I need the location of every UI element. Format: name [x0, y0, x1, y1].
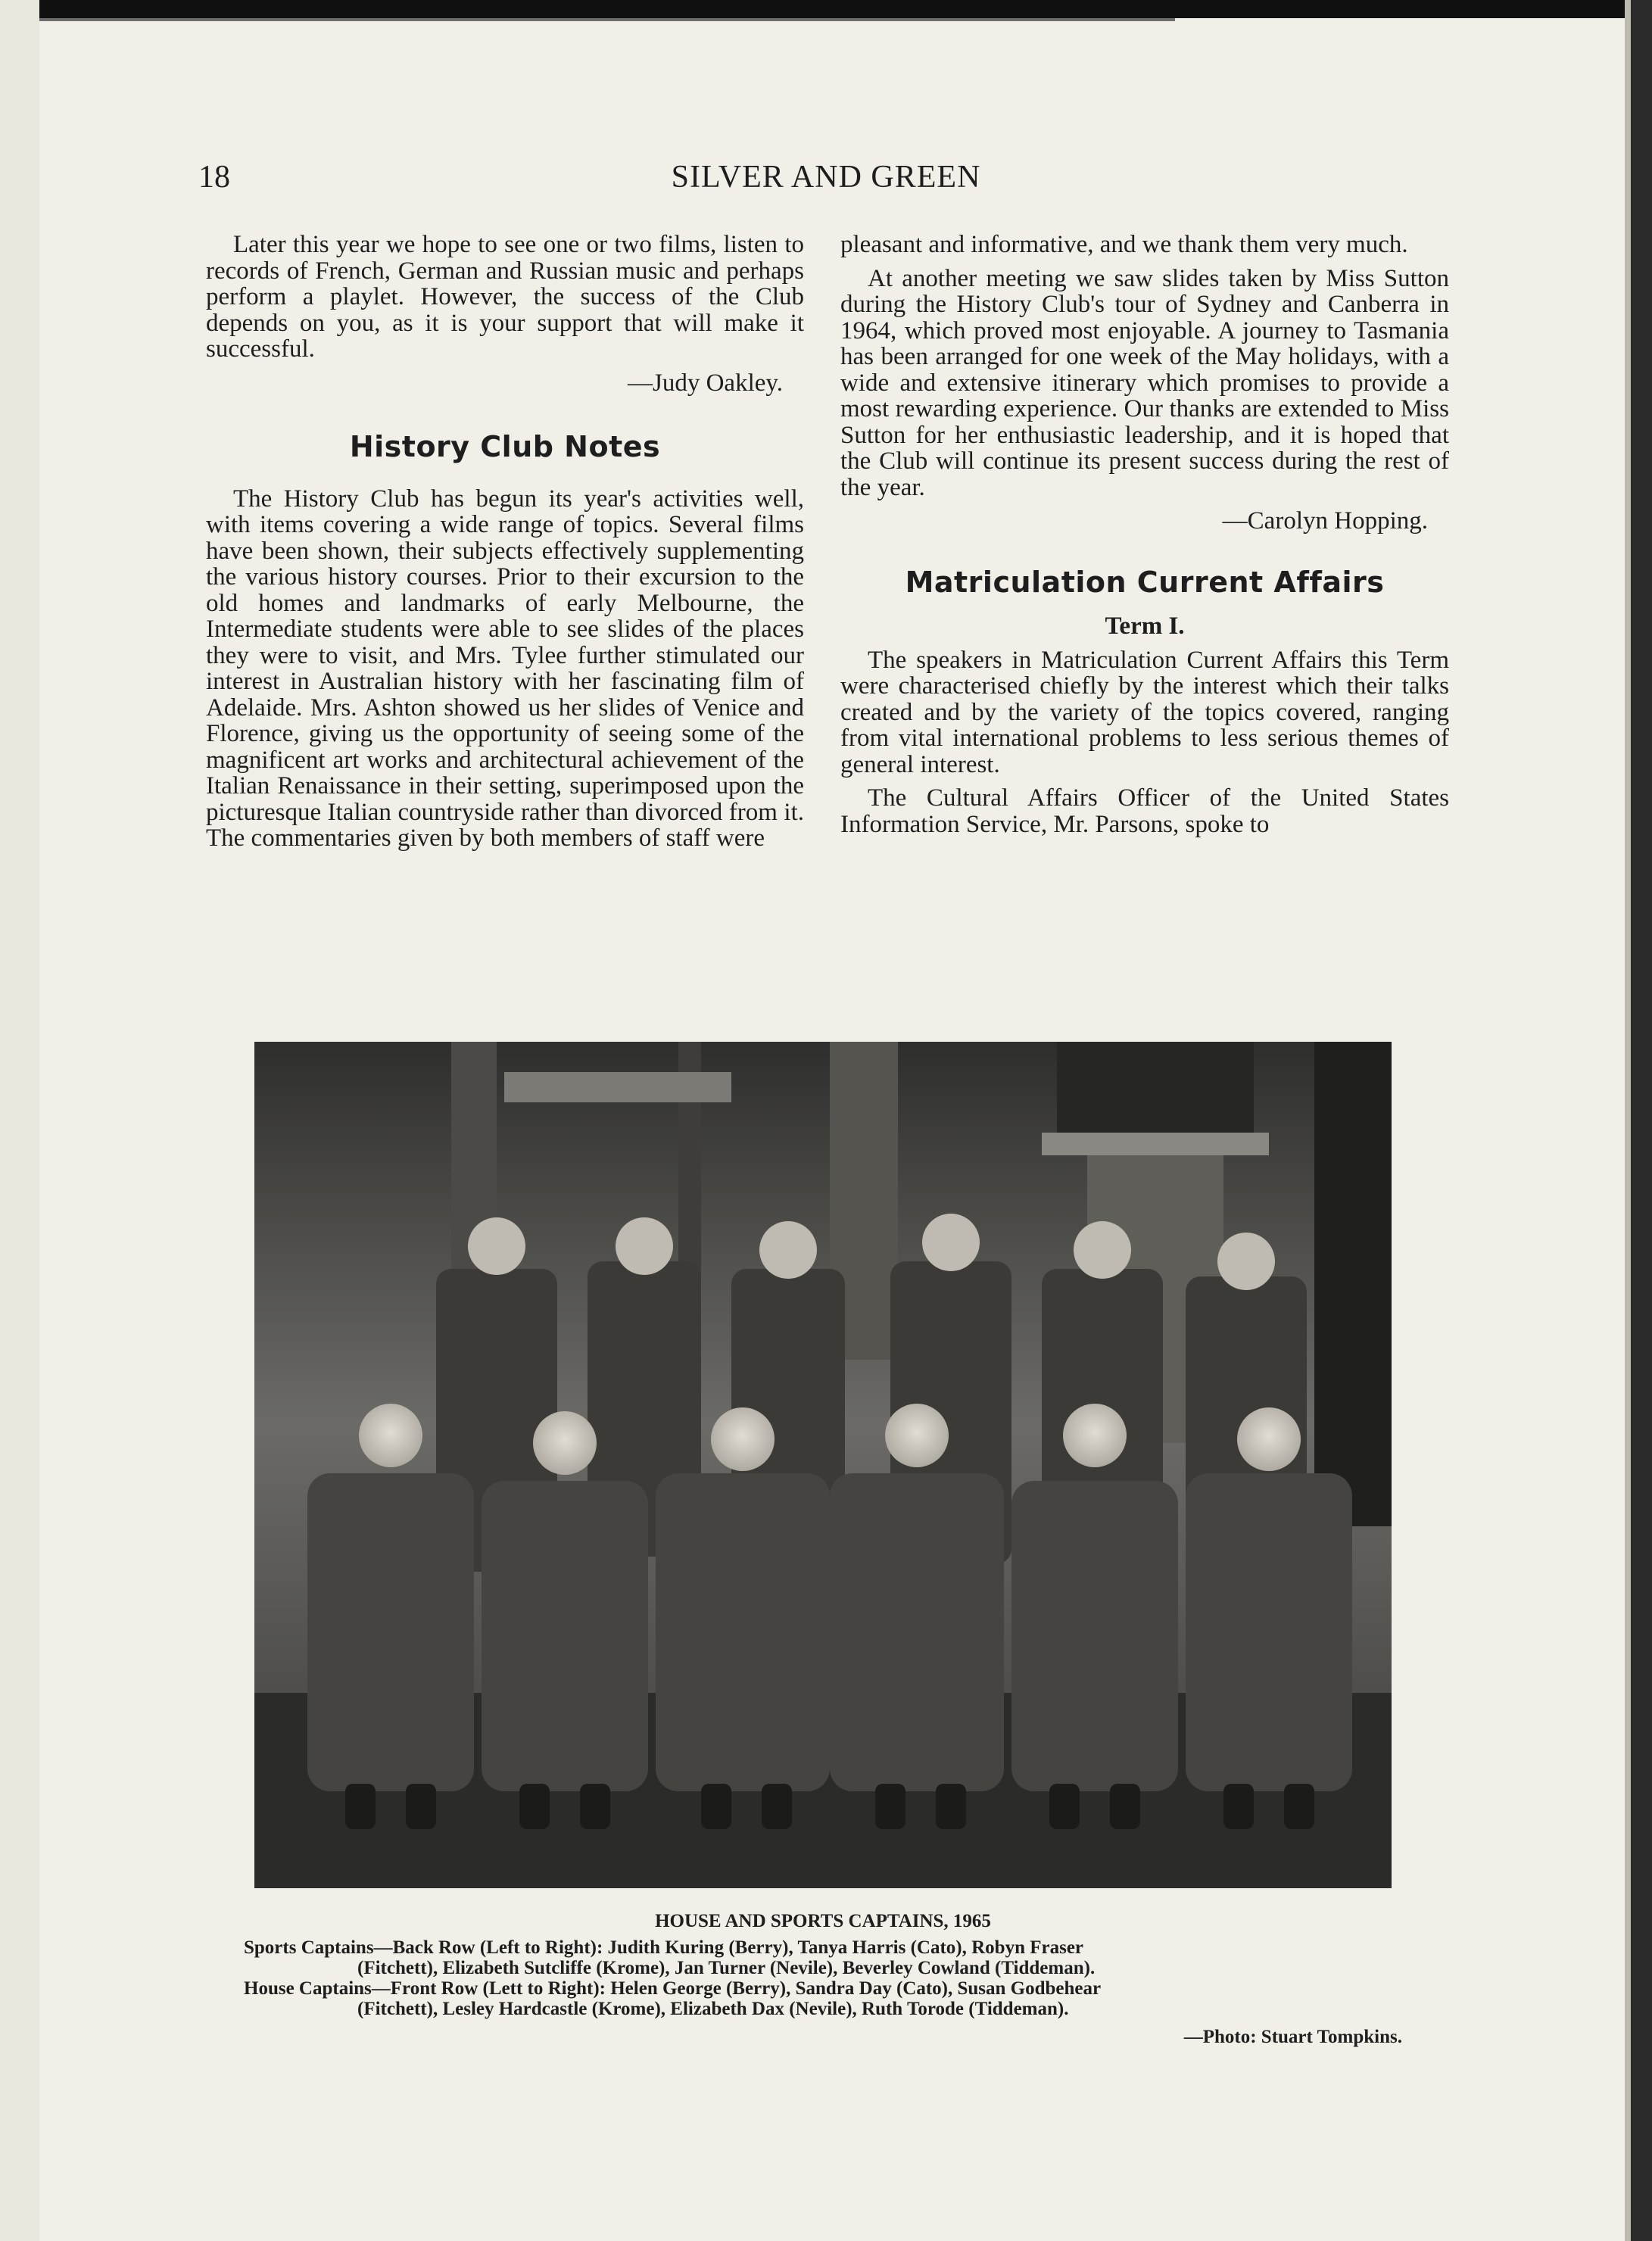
photo-credit: —Photo: Stuart Tompkins. [1183, 2027, 1402, 2047]
group-photograph [254, 1042, 1392, 1888]
right-column [840, 232, 1449, 845]
author-signature: —Carolyn Hopping. [1222, 507, 1428, 535]
sports-captains-line [244, 1937, 1402, 1978]
scan-top-edge-shadow [39, 18, 1175, 21]
matriculation-paragraph-1: The speakers in Matriculation Current Affairs this Term were characterised chiefly by the interest which their talks created and by the variety of the topics covered, ranging from vital international problems to less serious themes of general interest. [840, 646, 1449, 778]
history-club-heading: History Club Notes [349, 430, 661, 463]
left-column [206, 232, 804, 859]
matriculation-heading: Matriculation Current Affairs [905, 565, 1385, 599]
scan-right-edge-shadow [1625, 0, 1631, 2241]
author-signature: —Judy Oakley. [628, 369, 783, 397]
publication-title: SILVER AND GREEN [671, 160, 981, 195]
term-subheading: Term I. [1105, 612, 1185, 640]
scan-top-edge [39, 0, 1652, 18]
history-club-paragraph-2: At another meeting we saw slides taken by Miss Sutton during the History Club's tour of Sydney and Canberra in 1964, which proved most enjoyable. A journey to Tasmania has been arranged for one week of the May holidays, with a wide and extensive itinerary which promises to provide a most rewarding experience. Our thanks are extended to Miss Sutton for her enthusiastic leadership, and it is hoped that the Club will continue its present success during the rest of the year. [840, 264, 1449, 501]
house-captains-line-2: (Fitchett), Lesley Hardcastle (Krome), Elizabeth Dax (Nevile), Ruth Torode (Tiddeman). [357, 1999, 1069, 2019]
history-club-continuation: pleasant and informative, and we thank them very much. [840, 231, 1408, 258]
caption-title: HOUSE AND SPORTS CAPTAINS, 1965 [655, 1911, 991, 1931]
scan-right-edge [1631, 0, 1652, 2241]
sports-captains-line-1: Sports Captains—Back Row (Left to Right): Judith Kuring (Berry), Tanya Harris (Cato), Robyn Fraser [244, 1937, 1084, 1958]
sports-captains-line-2: (Fitchett), Elizabeth Sutcliffe (Krome), Jan Turner (Nevile), Beverley Cowland (Tiddeman). [357, 1958, 1096, 1978]
photo-caption [244, 1911, 1402, 2047]
page-left-margin [0, 0, 39, 2241]
house-captains-line [244, 1978, 1402, 2019]
french-club-closing-paragraph: Later this year we hope to see one or two films, listen to records of French, German and Russian music and perhaps perform a playlet. However, the success of the Club depends on you, as it is your support that will make it successful. [206, 231, 804, 363]
history-club-paragraph: The History Club has begun its year's activities well, with items covering a wide range of topics. Several films have been shown, their subjects effectively supplementing the various history courses. Prior to their excursion to the old homes and landmarks of early Melbourne, the Intermediate students were able to see slides of the places they were to visit, and Mrs. Tylee further stimulated our interest in Australian history with her fascinating film of Adelaide. Mrs. Ashton showed us her slides of Venice and Florence, giving us the opportunity of seeing some of the magnificent art works and architectural achievement of the Italian Renaissance in their setting, superimposed upon the picturesque Italian countryside rather than divorced from it. The commentaries given by both members of staff were [206, 485, 804, 852]
matriculation-paragraph-2: The Cultural Affairs Officer of the United States Information Service, Mr. Parsons, spoke to [840, 784, 1449, 838]
house-captains-line-1: House Captains—Front Row (Lett to Right): Helen George (Berry), Sandra Day (Cato), Susan Godbehear [244, 1978, 1102, 1999]
page-number: 18 [198, 160, 230, 195]
